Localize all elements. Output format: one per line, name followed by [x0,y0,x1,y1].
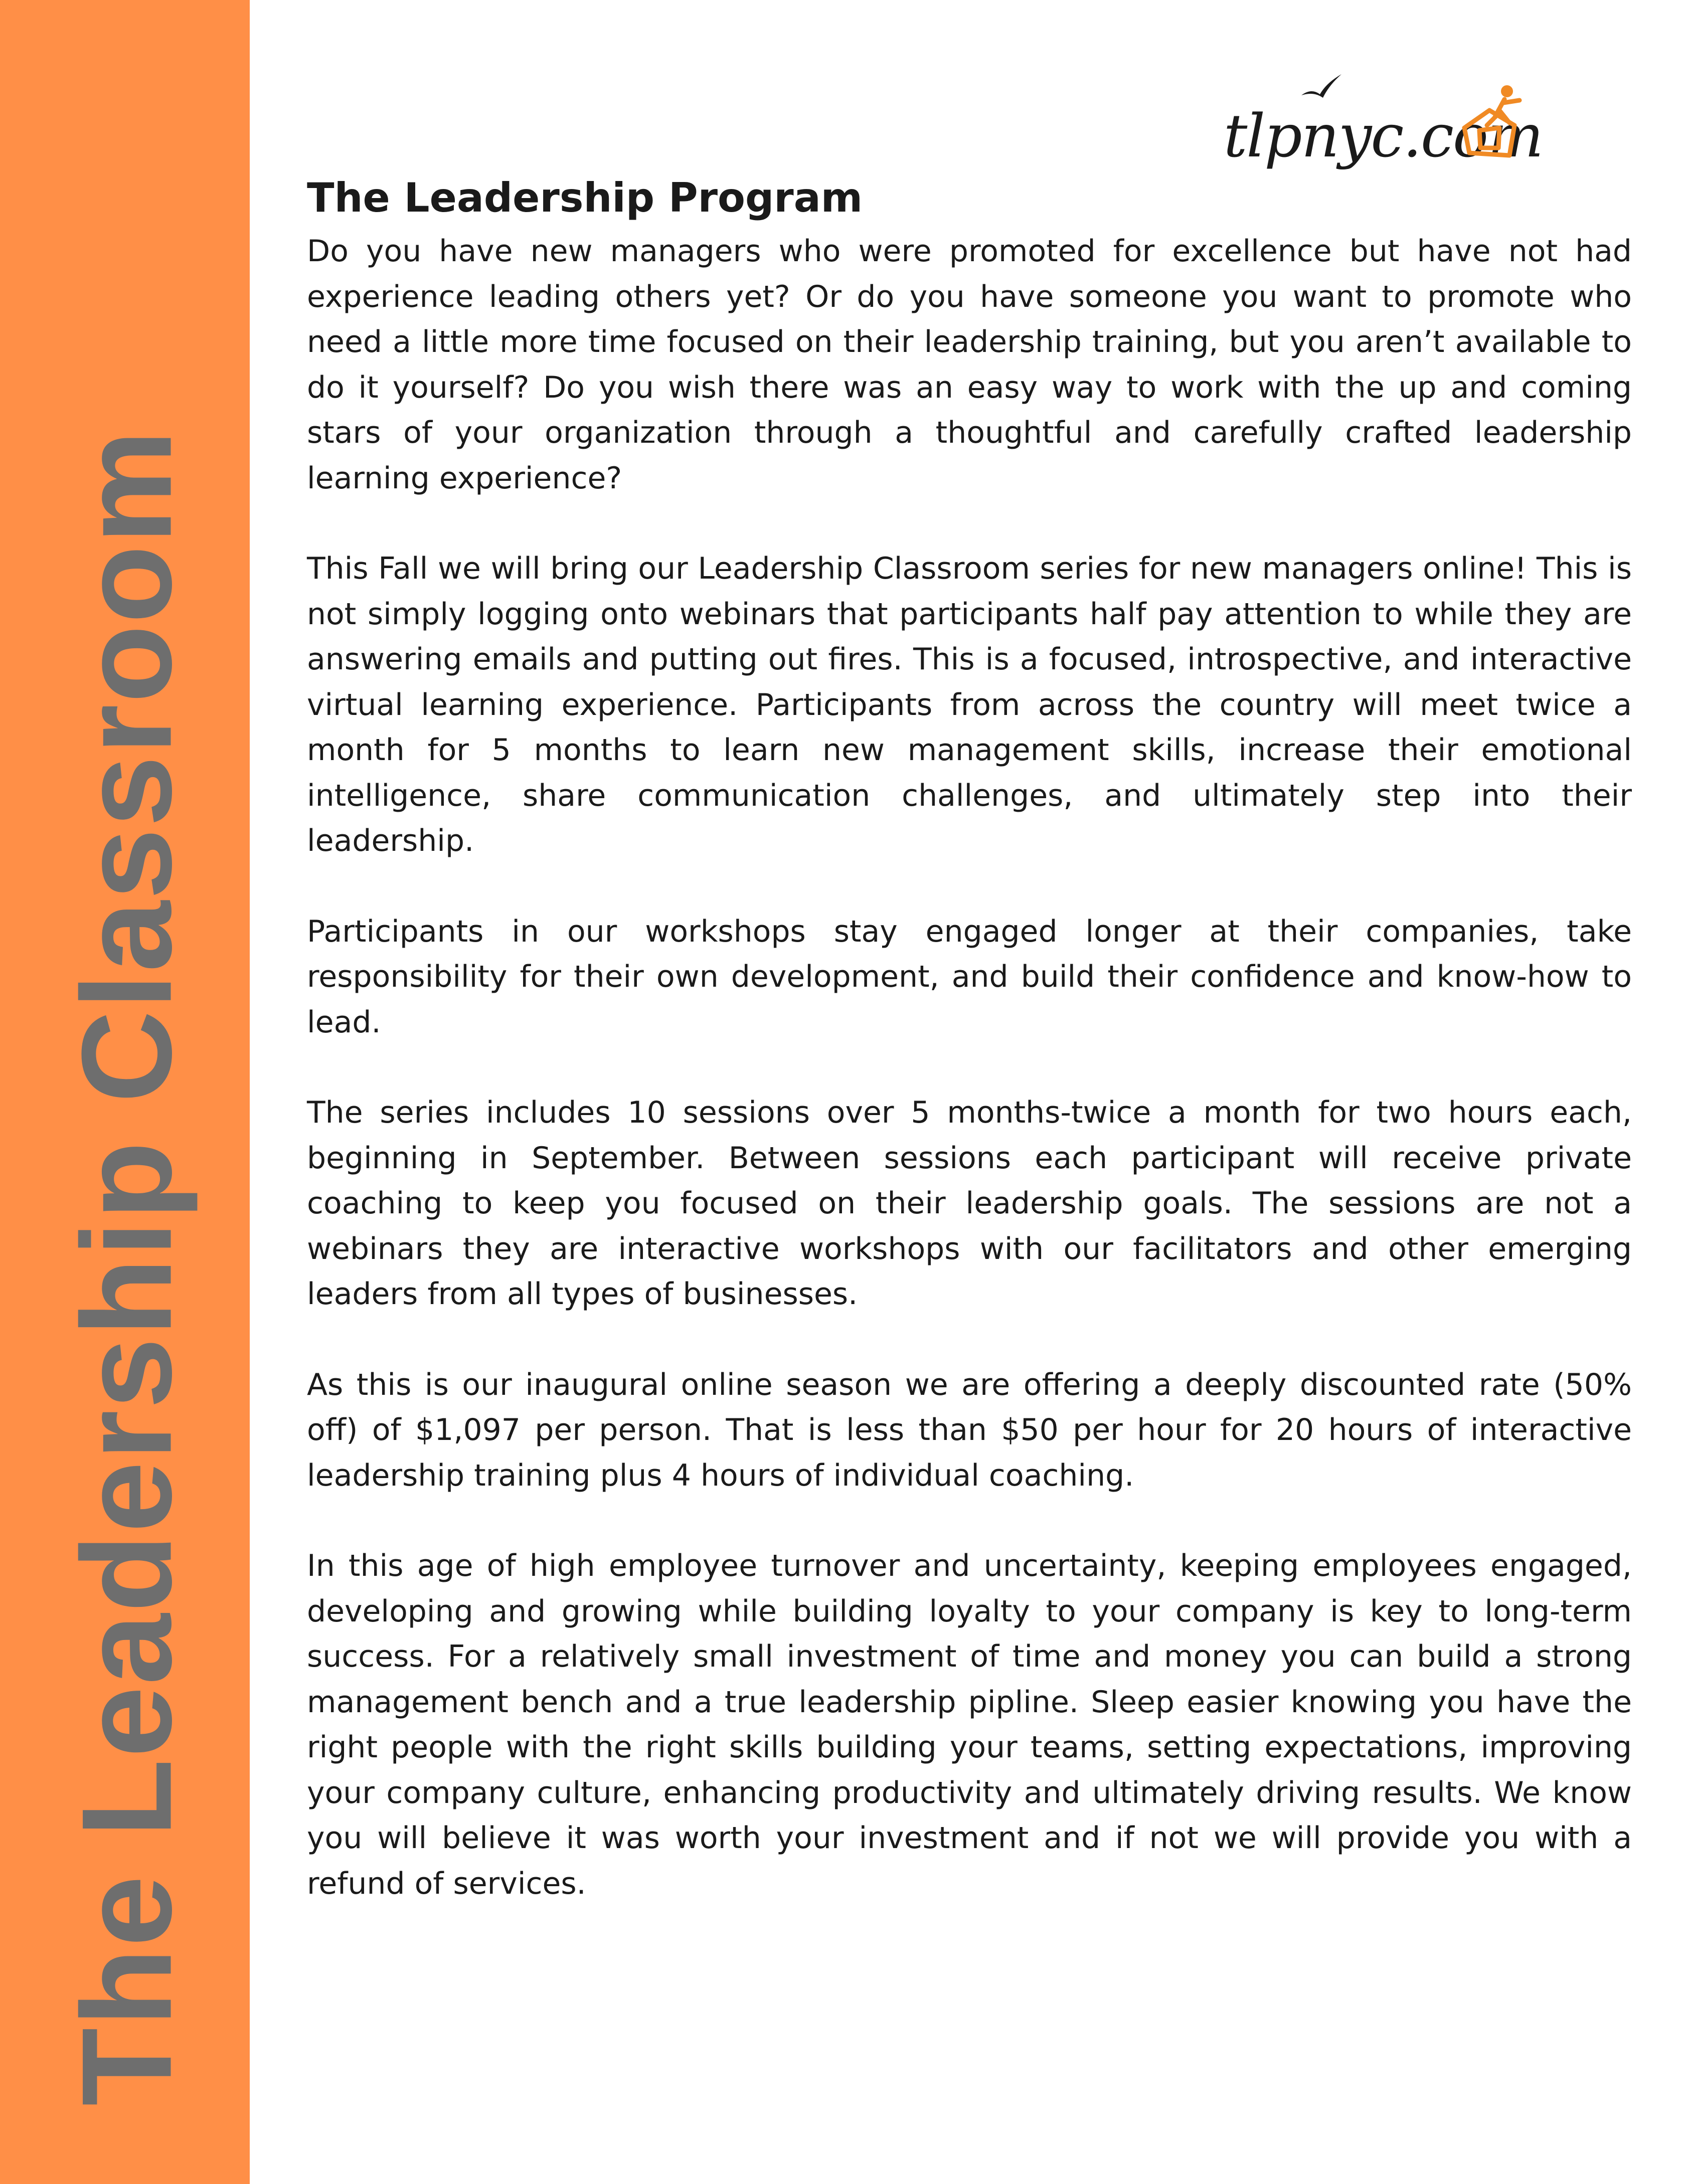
bird-icon [1299,70,1344,105]
paragraph-online-series: This Fall we will bring our Leadership Classroom series for new managers online! This is not simply logging onto webinars that participants half pay attention to while they are answering emails and putting out fires. This is a focused, introspective, and interactive virtual learning experience. Participants from across the country will meet twice a month for 5 months to learn new management skills, increase their emotional intelligence, share communication challenges, and ultimately step into their leadership. [307,551,1632,858]
paragraph-closing: In this age of high employee turnover and uncertainty, keeping employees engaged, developing and growing while building loyalty to your company is key to long-term success. For a relatively small investment of time and money you can build a strong management bench and a true leadership pipline. Sleep easier knowing you have the right people with the right skills building your teams, setting expectations, improving your company culture, enhancing productivity and ultimately driving results. We know you will believe it was worth your investment and if not we will provide you with a refund of services. [307,1548,1632,1901]
paragraph-sessions: The series includes 10 sessions over 5 months-twice a month for two hours each, beginning in September. Between sessions each participant will receive private coaching to keep you focused on their leadership goals. The sessions are not a webinars they are interactive workshops with our facilitators and other emerging leaders from all types of businesses. [307,1095,1632,1312]
paragraph-intro: Do you have new managers who were promoted for excellence but have not had experience leading others yet? Or do you have someone you want to promote who need a little more time focused on their leadership training, but you aren’t available to do it yourself? Do you wish there was an easy way to work with the up and coming stars of your organization through a thoughtful and carefully crafted leadership learning experience? [307,234,1632,496]
main-content [307,170,1632,1951]
side-title: The Leadership Classroom [55,428,199,2106]
page-title: The Leadership Program [307,174,863,221]
logo-text: tlpnyc.com [1224,101,1543,170]
paragraph-engagement: Participants in our workshops stay engaged longer at their companies, take responsibility for their own development, and build their confidence and know-how to lead. [307,914,1632,1040]
house-figure-icon [1459,80,1530,160]
paragraph-pricing: As this is our inaugural online season we are offering a deeply discounted rate (50% off) of $1,097 per person. That is less than $50 per hour for 20 hours of interactive leadership training plus 4 hours of individual coaching. [307,1367,1632,1493]
